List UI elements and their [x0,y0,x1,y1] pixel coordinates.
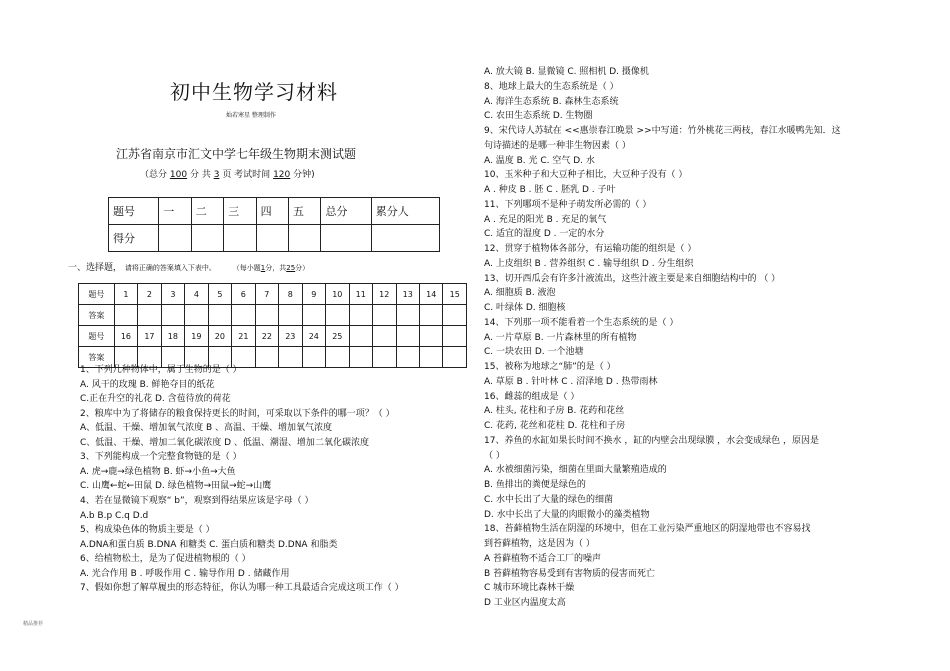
question-line: A. 草原 B . 针叶林 C . 沼泽地 D . 热带雨林 [484,376,658,387]
empty-cell [443,326,467,347]
answer-number-row [79,284,467,305]
answer-cell[interactable] [232,305,255,326]
question-line: A.DNA和蛋白质 B.DNA 和糖类 C. 蛋白质和糖类 D.DNA 和脂类 [80,539,338,550]
exam-info [140,167,315,180]
question-number: 1 [114,284,137,305]
section1-instruction: 请将正确的答案填入下表中。 [124,264,216,272]
score-table [108,197,440,252]
score-header-cell: 三 [224,198,256,225]
answer-cell[interactable] [443,305,467,326]
score-header-cell: 累分人 [371,198,439,225]
question-line: C. 花药, 花丝和花柱 D. 花柱和子房 [484,421,626,431]
question-number: 14 [419,284,442,305]
total-score: 100 [169,170,188,180]
question-line: 18、苔藓植物生活在阴湿的环境中，但在工业污染严重地区的阴湿地带也不容易找 [484,524,811,535]
question-line: C 城市环境比森林干燥 [484,583,575,594]
question-line: 2、粮库中为了将储存的粮食保持更长的时间，可采取以下条件的哪一项？（ ） [80,408,395,419]
question-line: A. 柱头, 花柱和子房 B. 花药和花丝 [484,406,625,417]
question-line: C. 适宜的湿度 D . 一定的水分 [484,229,605,240]
question-line: A. 温度 B. 光 C. 空气 D. 水 [484,155,595,166]
question-line: （ ） [484,450,505,461]
question-line: B. 鱼排出的粪便是绿色的 [484,480,586,490]
answer-cell[interactable] [443,347,467,368]
question-line: A. 虎→鹿→绿色植物 B. 虾→小鱼→大鱼 [80,466,236,477]
question-number: 15 [443,284,467,305]
answer-cell[interactable] [326,305,349,326]
empty-cell [419,326,442,347]
question-number: 23 [279,326,302,347]
question-line: C. 农田生态系统 D. 生物圈 [484,111,593,122]
answer-cell[interactable] [255,347,278,368]
answer-cell[interactable] [279,347,302,368]
question-line: A . 种皮 B . 胚 C . 胚乳 D . 子叶 [484,185,616,195]
page-count: 3 [213,170,220,180]
exam-title: 江苏省南京市汇文中学七年级生物期末测试题 [116,147,357,161]
answer-cell[interactable] [373,305,396,326]
question-line: 3、下列能构成一个完整食物链的是（ ） [80,452,242,463]
answer-cell[interactable] [419,305,442,326]
question-line: C、低温、干燥、增加二氧化碳浓度 D 、低温、潮湿、增加二氧化碳浓度 [80,437,369,448]
points-each: 1 [260,264,266,272]
question-line: D. 水中长出了大量的肉眼微小的藻类植物 [484,509,650,520]
question-line: A. 风干的玫瑰 B. 鲜艳夺目的纸花 [80,379,215,390]
section-total: 25 [286,264,296,272]
answer-cell[interactable] [114,305,137,326]
question-number: 3 [161,284,184,305]
question-number: 17 [138,326,161,347]
question-line: A . 充足的阳光 B . 充足的氧气 [484,214,607,225]
answer-cell[interactable] [396,305,419,326]
question-number: 20 [208,326,231,347]
section1-heading [68,262,309,274]
question-line: 5、构成染色体的物质主要是（ ） [80,525,215,536]
note-text: 分，共 [265,264,287,272]
question-number: 8 [279,284,302,305]
question-line: 8、地球上最大的生态系统是（ ） [484,81,619,92]
question-number: 2 [138,284,161,305]
question-line: A. 一片草原 B. 一片森林里的所有植物 [484,332,637,343]
question-line: 17、养鱼的水缸如果长时间不换水 ，缸的内壁会出现绿膜 ，水会变成绿色 ，原因是 [484,435,820,446]
score-header-cell: 二 [191,198,223,225]
question-line: 12、贯穿于植物体各部分，有运输功能的组织是（ ） [484,244,697,254]
question-line: A.b B.p C.q D.d [80,510,149,521]
answer-cell[interactable] [326,347,349,368]
question-line: 11、下列哪项不是种子萌发所必需的（ ） [484,199,652,210]
score-cell[interactable] [191,225,223,252]
question-line: 16、雌蕊的组成是（ ） [484,391,580,402]
question-number: 24 [302,326,325,347]
score-header-cell: 一 [159,198,191,225]
question-number: 19 [185,326,208,347]
question-line: A. 海洋生态系统 B. 森林生态系统 [484,96,619,107]
exam-time: 120 [273,170,291,180]
question-number: 21 [232,326,255,347]
section1-title: 一、选择题， [68,263,123,273]
question-line: D 工业区内温度太高 [484,598,566,608]
score-header-cell: 总分 [321,198,371,225]
answer-number-row [79,326,467,347]
answer-cell[interactable] [373,347,396,368]
question-line: C. 山鹰←蛇←田鼠 D. 绿色植物→田鼠→蛇→山鹰 [80,481,272,492]
question-number: 5 [208,284,231,305]
question-number: 11 [349,284,372,305]
question-line: A. 光合作用 B . 呼吸作用 C . 输导作用 D . 储藏作用 [80,568,290,579]
score-cell[interactable] [224,225,256,252]
question-number: 22 [255,326,278,347]
answer-row [79,305,467,326]
exam-info-text: 分钟) [293,170,315,180]
question-line: C.正在升空的礼花 D. 含苞待放的荷花 [80,394,231,405]
answer-cell[interactable] [185,305,208,326]
exam-info-text: 页 考试时间 [222,170,271,180]
question-line: 7、假如你想了解草履虫的形态特征，你认为哪一种工具最适合完成这项工作（ ） [80,583,404,594]
question-line: 6、给植物松土，是为了促进植物根的（ ） [80,554,251,565]
answer-cell[interactable] [396,347,419,368]
question-line: 15、被称为地球之“肺”的是（ ） [484,362,616,372]
score-cell[interactable] [159,225,191,252]
question-line: 4、若在显微镜下观察“ b”，观察到得结果应该是字母（ ） [80,495,314,506]
question-line: 14、下列那一项不能看着一个生态系统的是（ ） [484,317,679,328]
answer-row-label: 答案 [79,305,115,326]
question-line: C. 一块农田 D. 一个池塘 [484,347,584,358]
question-number: 25 [326,326,349,347]
score-header-cell: 题号 [109,198,159,225]
question-number: 4 [185,284,208,305]
question-line: 到苔藓植物，这是因为（ ） [484,539,595,549]
answer-cell[interactable] [255,305,278,326]
note-text: （每小题 [232,264,261,272]
question-line: 句诗描述的是哪一种非生物因素（ ） [484,140,631,151]
score-header-cell: 四 [256,198,288,225]
empty-cell [373,326,396,347]
score-row-label: 得分 [109,225,159,252]
question-number: 13 [396,284,419,305]
question-line: 1、下列几种物体中，属于生物的是（ ） [80,365,242,375]
question-number: 10 [326,284,349,305]
page-title: 初中生物学习材料 [170,80,338,104]
score-cell[interactable] [289,225,321,252]
question-line: 13、切开西瓜会有许多汁液流出，这些汁液主要是来自细胞结构中的 （ ） [484,273,781,284]
answer-row-label: 题号 [79,326,115,347]
answer-cell[interactable] [161,305,184,326]
question-line: 10、玉米种子和大豆种子相比，大豆种子没有（ ） [484,170,688,181]
answer-row-label: 答案 [79,347,115,368]
question-line: A. 水被细菌污染，细菌在里面大量繁殖造成的 [484,465,667,476]
question-number: 6 [232,284,255,305]
answer-cell[interactable] [208,305,231,326]
question-number: 16 [114,326,137,347]
question-line: C. 水中长出了大量的绿色的细菌 [484,494,614,505]
answer-cell[interactable] [279,305,302,326]
question-line: A. 放大镜 B. 显微镜 C. 照相机 D. 摄像机 [484,67,649,77]
answer-table [78,283,467,368]
note-text: 分） [295,264,310,272]
answer-cell[interactable] [302,347,325,368]
question-line: A 苔藓植物不适合工厂的噪声 [484,553,602,564]
question-line: 9、宋代诗人苏轼在 <<惠崇春江晚景 >>中写道：竹外桃花三两枝，春江水暖鸭先知．这 [484,126,841,136]
answer-cell[interactable] [138,305,161,326]
exam-info-text: （总分 [140,170,168,180]
page-subtitle: 灿若寒星 整理制作 [226,112,276,119]
empty-cell [396,326,419,347]
question-line: A. 细胞质 B. 液泡 [484,288,556,299]
question-number: 18 [161,326,184,347]
question-line: A. 上皮组织 B . 营养组织 C . 输导组织 D . 分生组织 [484,258,694,269]
score-cell[interactable] [256,225,288,252]
answer-cell[interactable] [419,347,442,368]
answer-cell[interactable] [349,305,372,326]
score-header-cell: 五 [289,198,321,225]
footer: 精品推荐 [23,621,44,627]
question-number: 9 [302,284,325,305]
exam-info-text: 分 共 [189,170,211,180]
question-number: 12 [373,284,396,305]
score-cell[interactable] [371,225,439,252]
answer-cell[interactable] [302,305,325,326]
question-line: C. 叶绿体 D. 细胞核 [484,303,566,313]
score-cell[interactable] [321,225,371,252]
empty-cell [349,326,372,347]
answer-row-label: 题号 [79,284,115,305]
question-line: A、低温、干燥、增加氧气浓度 B 、高温、干燥、增加氧气浓度 [80,423,333,434]
question-number: 7 [255,284,278,305]
section1-note [233,264,309,272]
answer-cell[interactable] [349,347,372,368]
question-line: B 苔藓植物容易受到有害物质的侵害而死亡 [484,568,656,579]
